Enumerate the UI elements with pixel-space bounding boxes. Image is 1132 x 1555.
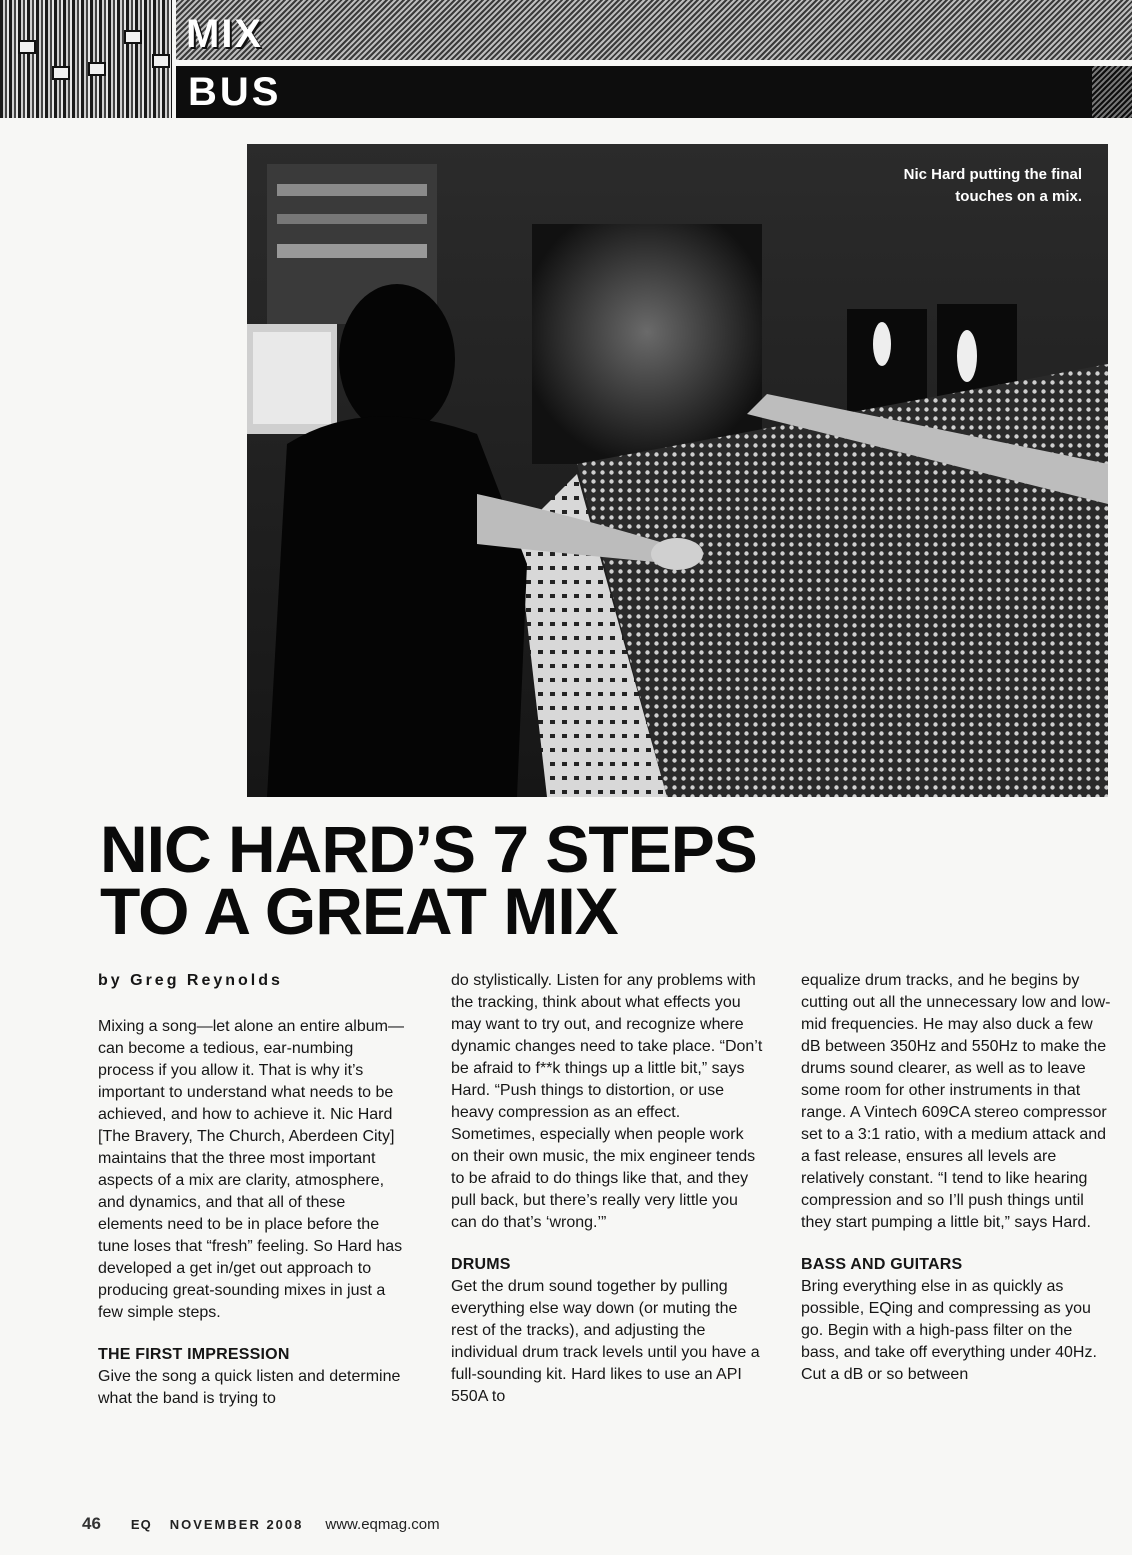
first-impression-text: Give the song a quick listen and determine what the band is trying to	[98, 1368, 401, 1407]
bass-and-guitars-text: Bring everything else in as quickly as possible, EQing and compressing as you go. Begin with a high-pass filter on the bass, and take off everything under 40Hz. Cut a dB or so between	[801, 1278, 1097, 1383]
section-heading-drums: DRUMS	[451, 1256, 511, 1273]
page-footer	[82, 1514, 440, 1534]
article-headline: NIC HARD’S 7 STEPS TO A GREAT MIX	[100, 812, 757, 948]
magazine-name: EQ	[130, 1517, 152, 1532]
article-column-2	[451, 970, 763, 1408]
mixing-console-illustration	[247, 144, 1108, 797]
section-heading-bass-and-guitars: BASS AND GUITARS	[801, 1256, 963, 1273]
drums-text: Get the drum sound together by pulling everything else way down (or muting the rest of the tracks), and adjusting the individual drum track levels until you have a full-sounding kit. Hard likes to use an API 550A to	[451, 1278, 760, 1405]
drums-text-continued: equalize drum tracks, and he begins by cutting out all the unnecessary low and low-mid frequencies. He may also duck a few dB between 350Hz and 550Hz to make the drums sound clearer, as well as to leave some room for other instruments in that range. A Vintech 609CA stereo compressor set to a 3:1 ratio, with a medium attack and a fast release, ensures all levels are relatively constant. “I tend to like hearing compression and so I’ll push things until they start pumping a little bit,” says Hard.	[801, 972, 1111, 1231]
first-impression-text-continued: do stylistically. Listen for any problems with the tracking, think about what effects you may want to try out, and recognize where dynamic changes need to take place. “Don’t be afraid to f**k things up a little bit,” says Hard. “Push things to distortion, or use heavy compression as an effect. Sometimes, especially when people work on their own music, the mix engineer tends to be afraid to do things like that, and they pull back, but there’s really very little you can do that’s ‘wrong.’”	[451, 972, 763, 1231]
issue-date: NOVEMBER 2008	[169, 1517, 304, 1532]
article-column-1	[98, 970, 410, 1410]
section-label-bus: BUS	[188, 70, 282, 114]
magazine-url: www.eqmag.com	[325, 1516, 440, 1533]
section-heading-first-impression: THE FIRST IMPRESSION	[98, 1346, 290, 1363]
fader-graphic	[0, 0, 172, 118]
photo-caption: Nic Hard putting the final touches on a mix.	[903, 166, 1082, 205]
header-black-bar	[176, 66, 1132, 118]
studio-photo	[247, 144, 1108, 797]
header-hatch-pattern	[176, 0, 1132, 60]
intro-paragraph: Mixing a song—let alone an entire album—can become a tedious, ear-numbing process if you allow it. That is why it’s important to understand what needs to be achieved, and how to achieve it. Nic Hard [The Bravery, The Church, Aberdeen City] maintains that the three most important aspects of a mix are clarity, atmosphere, and dynamics, and that all of these elements need to be in place before the tune loses that “fresh” feeling. So Hard has developed a get in/get out approach to producing great-sounding mixes in just a few simple steps.	[98, 1018, 404, 1321]
article-column-3	[801, 970, 1113, 1386]
page-number: 46	[82, 1514, 101, 1533]
section-header	[0, 0, 1132, 118]
section-label-mix: MIX	[186, 12, 264, 56]
byline: by Greg Reynolds	[98, 972, 283, 989]
